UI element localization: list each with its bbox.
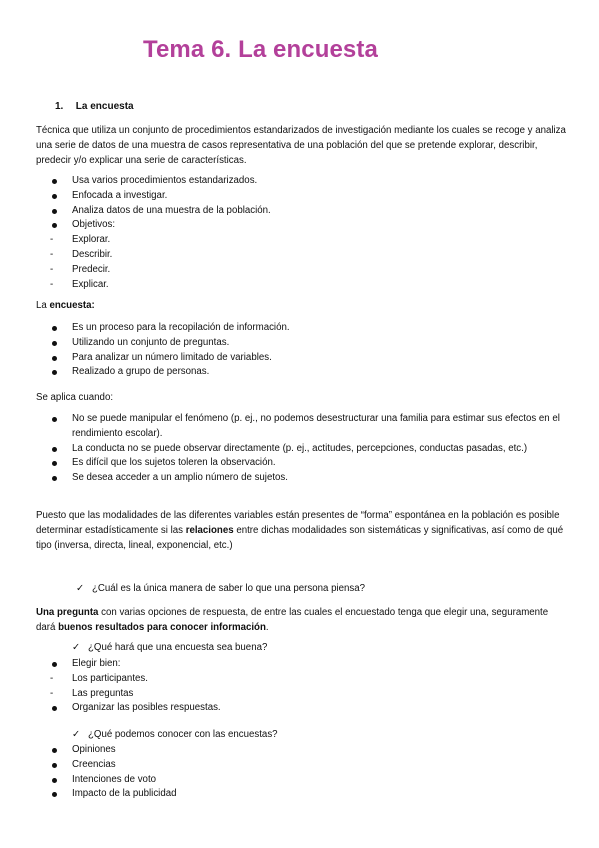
puesto-paragraph xyxy=(36,508,566,553)
list-item: Enfocada a investigar. xyxy=(50,189,570,204)
list-item: La conducta no se puede observar directamente (p. ej., actitudes, percepciones, conductas pasadas, etc.) xyxy=(50,442,560,457)
page-title: Tema 6. La encuesta xyxy=(143,36,378,63)
list-item: Utilizando un conjunto de preguntas. xyxy=(50,336,570,351)
question-text: ¿Qué podemos conocer con las encuestas? xyxy=(88,729,278,740)
list-item: Se desea acceder a un amplio número de sujetos. xyxy=(50,471,560,486)
intro-paragraph: Técnica que utiliza un conjunto de procedimientos estandarizados de investigación mediante los cuales se recoge y analiza una serie de datos de una muestra de casos representativa de una población del que se pretende explorar, describir, predecir y/o explicar una serie de características. xyxy=(36,125,566,166)
la-encuesta-label xyxy=(36,298,566,313)
label-post: : xyxy=(91,300,95,311)
list-item: Creencias xyxy=(50,758,570,773)
features-list xyxy=(50,174,570,292)
application-list xyxy=(50,412,560,486)
answer-mid: con varias opciones de respuesta, de entre las cuales el encuestado tenga que elegir una, seguramente dará xyxy=(36,607,549,633)
knowledge-list xyxy=(50,743,570,802)
section-heading xyxy=(55,101,134,112)
question-text: ¿Qué hará que una encuesta sea buena? xyxy=(88,642,268,653)
list-item: - Describir. xyxy=(50,248,570,263)
list-item: Elegir bien: xyxy=(50,657,570,672)
puesto-pre: Puesto que las modalidades de las diferentes variables están presentes de “forma” espontánea en la población es posible determinar estadísticamente si las xyxy=(36,510,560,536)
list-item: - Las preguntas xyxy=(50,687,570,702)
question-1 xyxy=(76,583,365,594)
list-item: Intenciones de voto xyxy=(50,773,570,788)
list-item: - Explorar. xyxy=(50,233,570,248)
list-item: Organizar las posibles respuestas. xyxy=(50,701,570,716)
list-item: Es un proceso para la recopilación de información. xyxy=(50,321,570,336)
list-item: Impacto de la publicidad xyxy=(50,787,570,802)
list-item: Analiza datos de una muestra de la población. xyxy=(50,204,570,219)
list-item: Para analizar un número limitado de variables. xyxy=(50,351,570,366)
check-icon: ✓ xyxy=(72,729,81,740)
list-item: Es difícil que los sujetos toleren la observación. xyxy=(50,456,560,471)
se-aplica-label: Se aplica cuando: xyxy=(36,392,114,403)
list-item: No se puede manipular el fenómeno (p. ej., no podemos desestructurar una familia para estimar sus efectos en el rendimiento escolar). xyxy=(50,412,560,442)
answer-end: . xyxy=(265,622,269,633)
answer-bold-2: buenos resultados para conocer información xyxy=(58,622,266,633)
label-bold: encuesta xyxy=(49,300,92,311)
list-item: Usa varios procedimientos estandarizados. xyxy=(50,174,570,189)
list-item: Realizado a grupo de personas. xyxy=(50,365,570,380)
answer-paragraph xyxy=(36,605,566,635)
puesto-post: entre dichas modalidades son sistemáticas y significativas, así como de qué tipo (inversa, directa, lineal, exponencial, etc.) xyxy=(36,525,564,551)
answer-bold-1: Una pregunta xyxy=(36,607,99,618)
check-icon: ✓ xyxy=(72,642,81,653)
puesto-bold: relaciones xyxy=(185,525,234,536)
list-item: Objetivos: xyxy=(50,218,570,233)
list-item: - Predecir. xyxy=(50,263,570,278)
list-item: Opiniones xyxy=(50,743,570,758)
question-3 xyxy=(72,729,278,740)
label-pre: La xyxy=(36,300,50,311)
question-2 xyxy=(72,642,267,653)
list-item: - Explicar. xyxy=(50,278,570,293)
section-number: 1. xyxy=(55,101,64,112)
question-text: ¿Cuál es la única manera de saber lo que una persona piensa? xyxy=(92,583,366,594)
check-icon: ✓ xyxy=(76,583,85,594)
definition-list xyxy=(50,321,570,380)
list-item: - Los participantes. xyxy=(50,672,570,687)
section-title: La encuesta xyxy=(75,101,134,112)
good-survey-list xyxy=(50,657,570,716)
